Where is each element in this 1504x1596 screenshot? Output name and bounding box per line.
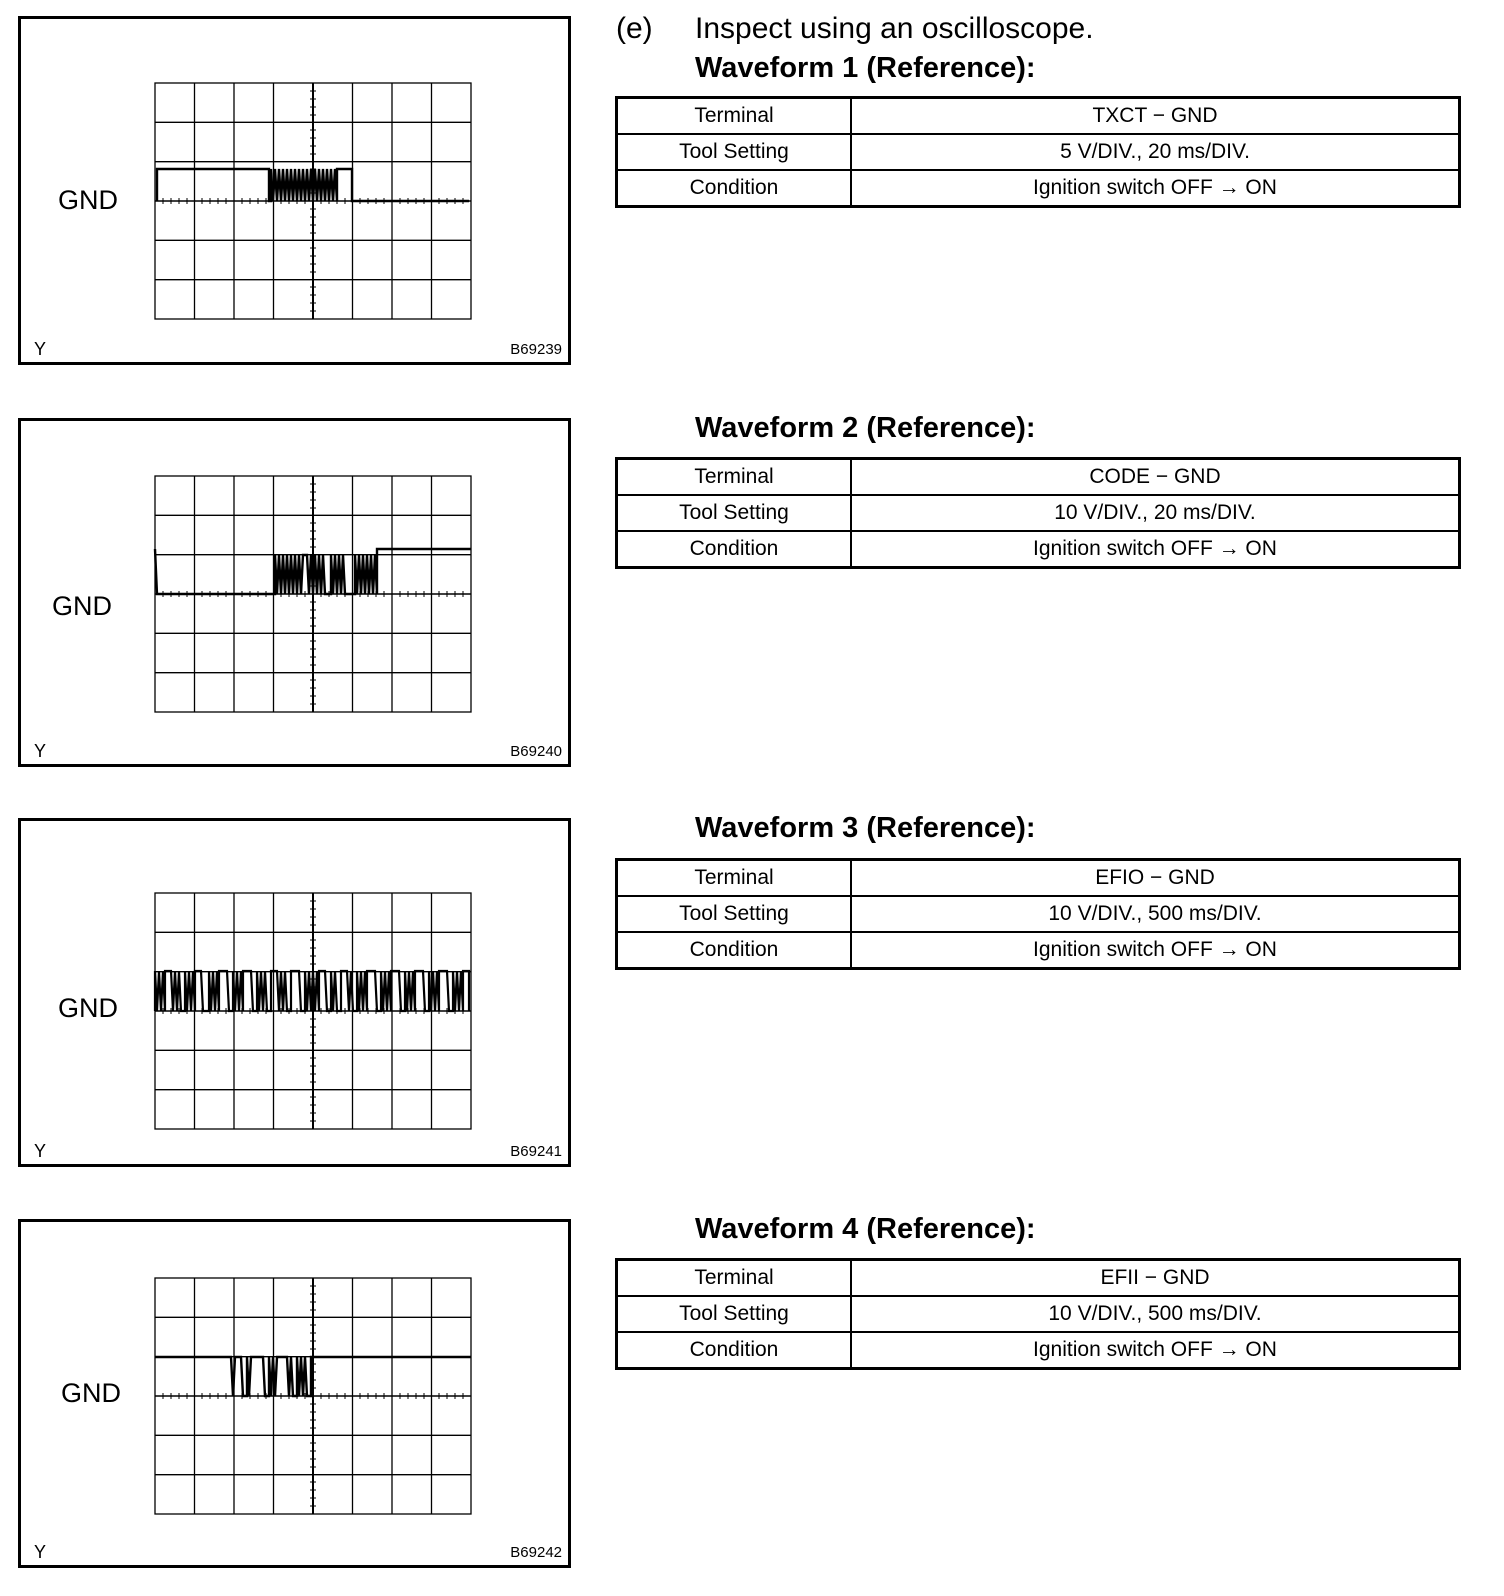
- tool-setting-key: Tool Setting: [617, 495, 852, 531]
- figure-code: B69239: [510, 341, 562, 358]
- waveform-3-figure: [18, 818, 571, 1167]
- table-row: [617, 495, 1460, 531]
- tool-setting-value: 10 V/DIV., 20 ms/DIV.: [851, 495, 1460, 531]
- waveform-2-figure: [18, 418, 571, 767]
- waveform-3-title: Waveform 3 (Reference):: [695, 812, 1036, 844]
- table-row: [617, 932, 1460, 969]
- terminal-value: TXCT − GND: [851, 98, 1460, 135]
- condition-key: Condition: [617, 170, 852, 207]
- tool-setting-key: Tool Setting: [617, 1296, 852, 1332]
- condition-value: Ignition switch OFF → ON: [851, 531, 1460, 568]
- waveform-2-spec-table: [615, 457, 1461, 569]
- tool-setting-key: Tool Setting: [617, 896, 852, 932]
- waveform-1-figure: [18, 16, 571, 365]
- table-row: [617, 1260, 1460, 1297]
- waveform-2-title: Waveform 2 (Reference):: [695, 412, 1036, 444]
- table-row: [617, 134, 1460, 170]
- condition-key: Condition: [617, 531, 852, 568]
- y-label: Y: [34, 1542, 47, 1562]
- figure-code: B69242: [510, 1544, 562, 1561]
- table-row: [617, 1332, 1460, 1369]
- terminal-value: EFII − GND: [851, 1260, 1460, 1297]
- tool-setting-value: 10 V/DIV., 500 ms/DIV.: [851, 1296, 1460, 1332]
- y-label: Y: [34, 1141, 47, 1161]
- gnd-label: GND: [61, 1378, 121, 1408]
- figure-code: B69240: [510, 743, 562, 760]
- condition-value: Ignition switch OFF → ON: [851, 1332, 1460, 1369]
- y-label: Y: [34, 339, 47, 359]
- step-instruction: Inspect using an oscilloscope.: [695, 12, 1094, 45]
- terminal-key: Terminal: [617, 98, 852, 135]
- waveform-3-trace: [155, 971, 469, 1011]
- terminal-value: EFIO − GND: [851, 860, 1460, 897]
- gnd-label: GND: [58, 185, 118, 215]
- table-row: [617, 531, 1460, 568]
- y-label: Y: [34, 741, 47, 761]
- table-row: [617, 459, 1460, 496]
- step-marker: (e): [616, 12, 653, 45]
- waveform-4-figure: [18, 1219, 571, 1568]
- gnd-label: GND: [52, 591, 112, 621]
- table-row: [617, 860, 1460, 897]
- condition-value: Ignition switch OFF → ON: [851, 932, 1460, 969]
- table-row: [617, 170, 1460, 207]
- terminal-value: CODE − GND: [851, 459, 1460, 496]
- table-row: [617, 1296, 1460, 1332]
- tool-setting-value: 5 V/DIV., 20 ms/DIV.: [851, 134, 1460, 170]
- terminal-key: Terminal: [617, 1260, 852, 1297]
- tool-setting-value: 10 V/DIV., 500 ms/DIV.: [851, 896, 1460, 932]
- gnd-label: GND: [58, 993, 118, 1023]
- waveform-4-spec-table: [615, 1258, 1461, 1370]
- waveform-1-title: Waveform 1 (Reference):: [695, 52, 1036, 84]
- condition-key: Condition: [617, 932, 852, 969]
- terminal-key: Terminal: [617, 860, 852, 897]
- table-row: [617, 98, 1460, 135]
- waveform-3-spec-table: [615, 858, 1461, 970]
- terminal-key: Terminal: [617, 459, 852, 496]
- waveform-4-title: Waveform 4 (Reference):: [695, 1213, 1036, 1245]
- condition-value: Ignition switch OFF → ON: [851, 170, 1460, 207]
- table-row: [617, 896, 1460, 932]
- waveform-1-spec-table: [615, 96, 1461, 208]
- condition-key: Condition: [617, 1332, 852, 1369]
- figure-code: B69241: [510, 1143, 562, 1160]
- tool-setting-key: Tool Setting: [617, 134, 852, 170]
